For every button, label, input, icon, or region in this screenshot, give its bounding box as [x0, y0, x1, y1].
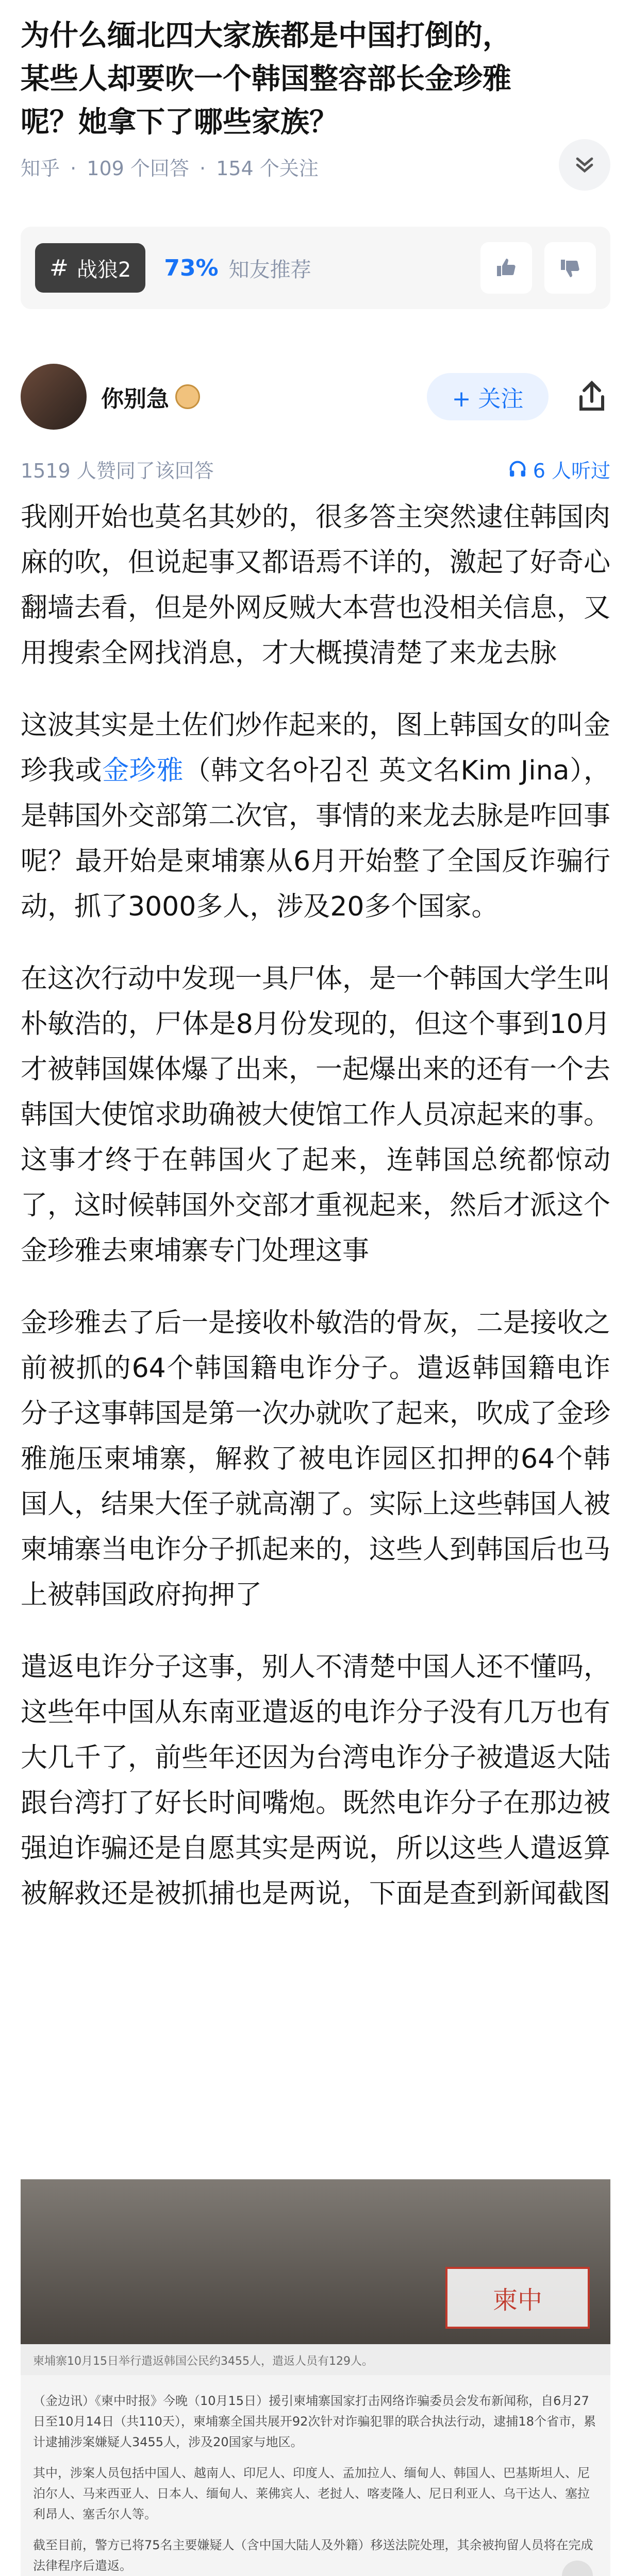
question-meta [21, 152, 610, 181]
recommendation-bar [21, 227, 610, 309]
vote-actions [480, 242, 596, 294]
agree-count: 1519 人赞同了该回答 [21, 459, 214, 482]
listen-button[interactable] [507, 455, 610, 483]
thumbs-up-icon [494, 256, 519, 280]
avatar[interactable] [21, 364, 87, 430]
author-name[interactable]: 你别急 [101, 386, 169, 412]
question-title[interactable]: 为什么缅北四大家族都是中国打倒的，某些人却要吹一个韩国整容部长金珍雅呢？她拿下了哪些家族？ [21, 19, 511, 139]
thumbs-down-button[interactable] [544, 242, 596, 294]
news-paragraph: （金边讯）《柬中时报》今晚（10月15日）援引柬埔寨国家打击网络诈骗委员会发布新闻称，自6月27日至10月14日（共110天），柬埔寨全国共展开92次针对诈骗犯罪的联合执法行动，逮捕18个省市，累计逮捕涉案嫌疑人3455人，涉及20国家与地区。 [33, 2394, 596, 2449]
news-screenshot-1[interactable] [21, 2179, 610, 2576]
badge-icon [175, 384, 200, 409]
answer-content [21, 495, 610, 1943]
photo-caption: 柬埔寨10月15日举行遣返韩国公民约3455人，遣返人员有129人。 [21, 2344, 610, 2375]
answer-paragraph [21, 703, 610, 929]
recommend-text: 知友推荐 [228, 258, 311, 282]
answer-stats [21, 453, 610, 484]
answer-count[interactable]: 109 个回答 [87, 157, 189, 180]
thumbs-down-icon [558, 256, 583, 280]
answer-paragraph: 我刚开始也莫名其妙的，很多答主突然逮住韩国肉麻的吹，但说起事又都语焉不详的，激起了好奇心翻墙去看，但是外网反贼大本营也没相关信息，又用搜索全网找消息，才大概摸清楚了来龙去脉 [21, 502, 611, 669]
answer-paragraph: 在这次行动中发现一具尸体，是一个韩国大学生叫朴敏浩的，尸体是8月份发现的，但这个事到10月才被韩国媒体爆了出来，一起爆出来的还有一个去韩国大使馆求助确被大使馆工作人员凉起来的事。这事才终于在韩国火了起来，连韩国总统都惊动了，这时候韩国外交部才重视起来，然后才派这个金珍雅去柬埔寨专门处理这事 [21, 963, 611, 1266]
follow-count: 154 个关注 [216, 157, 319, 180]
thumbs-up-button[interactable] [480, 242, 532, 294]
share-icon[interactable] [573, 378, 610, 415]
double-chevron-down-icon [572, 152, 597, 177]
news-paragraph: 截至目前，警方已将75名主要嫌疑人（含中国大陆人及外籍）移送法院处理，其余被拘留人员将在完成法律程序后遣返。 [33, 2538, 593, 2573]
paragraph-text: 这波其实是土佐们炒作起来的，图上韩国女的叫金珍我或 [21, 710, 611, 786]
topic-tag[interactable] [35, 243, 145, 293]
meta-dot: · [70, 157, 77, 180]
meta-dot: · [200, 157, 206, 180]
answer-paragraph: 遣返电诈分子这事，别人不清楚中国人还不懂吗，这些年中国从东南亚遣返的电诈分子没有几万也有大几千了，前些年还因为台湾电诈分子被遣返大陆跟台湾打了好长时间嘴炮。既然电诈分子在那边被强迫诈骗还是自愿其实是两说，所以这些人遣返算被解救还是被抓捕也是两说，下面是查到新闻截图 [21, 1652, 611, 1909]
answer-paragraph: 金珍雅去了后一是接收朴敏浩的骨灰，二是接收之前被抓的64个韩国籍电诈分子。遣返韩国籍电诈分子这事韩国是第一次办就吹了起来，吹成了金珍雅施压柬埔寨，解救了被电诈园区扣押的64个韩国人，结果大侄子就高潮了。实际上这些韩国人被柬埔寨当电诈分子抓起来的，这些人到韩国后也马上被韩国政府拘押了 [21, 1308, 611, 1611]
recommend-percent: 73% [164, 255, 219, 281]
listen-count: 6 人听过 [533, 459, 610, 482]
question-header [0, 0, 631, 216]
platform-name[interactable]: 知乎 [21, 157, 60, 180]
author-row [21, 361, 610, 433]
news-paragraph: 其中，涉案人员包括中国人、越南人、印尼人、印度人、孟加拉人、缅甸人、韩国人、巴基斯坦人、尼泊尔人、马来西亚人、日本人、缅甸人、莱佛宾人、老挝人、喀麦隆人、尼日利亚人、乌干达人、塞拉利昂人、塞舌尔人等。 [33, 2466, 590, 2521]
topic-tag-label: 战狼2 [76, 258, 131, 282]
news-logo: 柬中 [445, 2267, 590, 2329]
hash-icon: # [49, 255, 69, 281]
paragraph-text: （韩文名아김진 英文名Kim Jina），是韩国外交部第二次官，事情的来龙去脉是咋回事呢？最开始是柬埔寨从6月开始整了全国反诈骗行动，抓了3000多人，涉及20多个国家。 [21, 755, 611, 922]
headphones-icon [507, 459, 528, 479]
follow-button[interactable]: + 关注 [427, 373, 549, 420]
collapse-button[interactable] [559, 139, 610, 191]
kim-jina-link[interactable]: 金珍雅 [102, 755, 184, 786]
